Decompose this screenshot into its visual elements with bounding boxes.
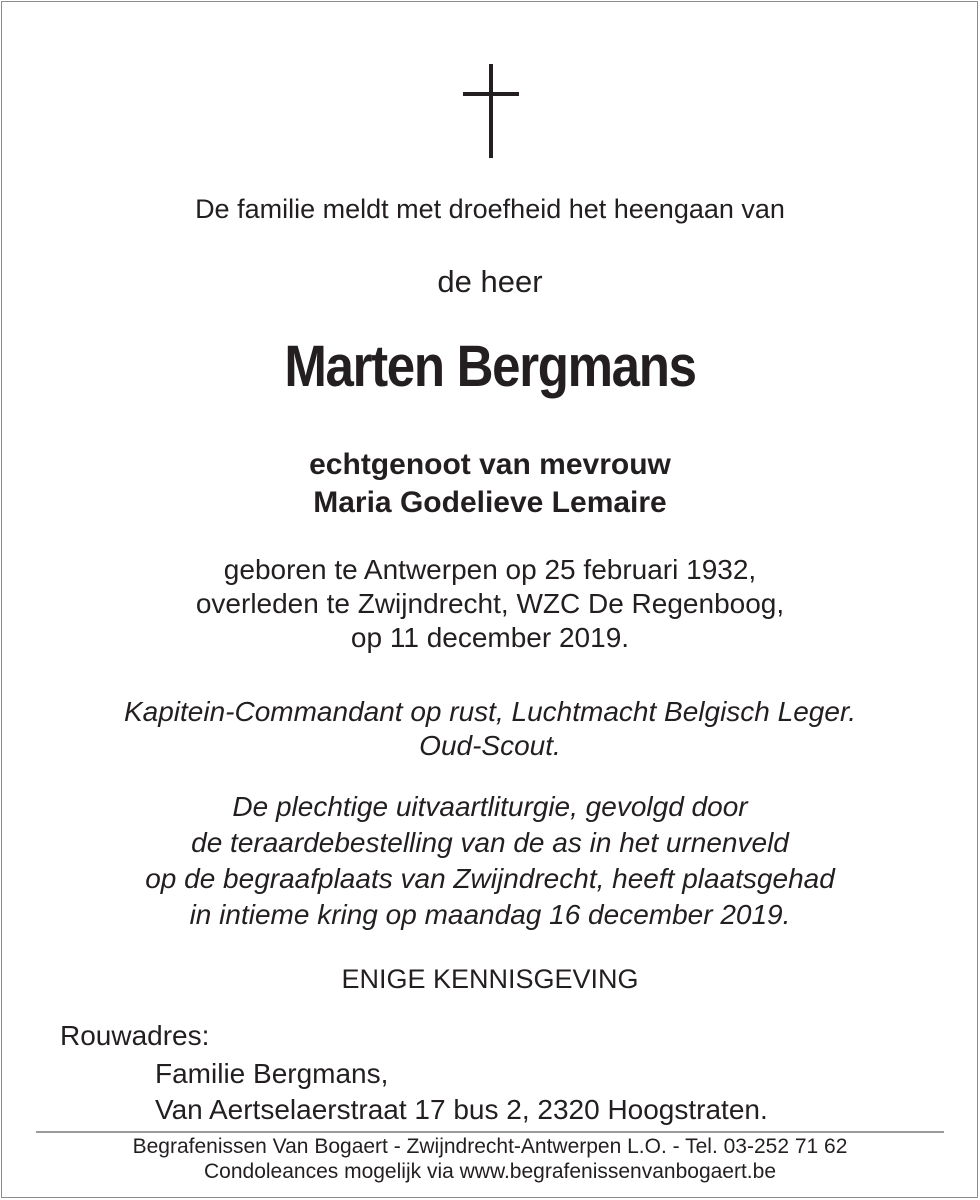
footer-funeral-home: Begrafenissen Van Bogaert - Zwijndrecht-Antwerpen L.O. - Tel. 03-252 71 62: [132, 1135, 848, 1158]
birth-line: geboren te Antwerpen op 25 februari 1932,: [223, 554, 757, 585]
role-line: Oud-Scout.: [419, 730, 561, 761]
death-date-line: op 11 december 2019.: [350, 622, 630, 653]
dates-block: [0, 553, 980, 655]
role-line: Kapitein-Commandant op rust, Luchtmacht Belgisch Leger.: [123, 696, 857, 727]
deceased-name: Marten Bergmans: [284, 334, 696, 399]
funeral-line: De plechtige uitvaartliturgie, gevolgd door: [232, 791, 748, 822]
only-notice: ENIGE KENNISGEVING: [341, 964, 639, 994]
funeral-line: de teraardebestelling van de as in het urnenveld: [191, 827, 789, 858]
address-label: Rouwadres:: [60, 1020, 210, 1051]
spouse-block: [0, 446, 980, 522]
funeral-line: in intieme kring op maandag 16 december 2019.: [189, 899, 791, 930]
funeral-line: op de begraafplaats van Zwijndrecht, heeft plaatsgehad: [145, 863, 835, 894]
roles-block: [0, 695, 980, 763]
spouse-intro: echtgenoot van mevrouw: [309, 448, 671, 481]
death-line: overleden te Zwijndrecht, WZC De Regenboog,: [195, 588, 785, 619]
honorific: de heer: [437, 264, 543, 299]
address-street: Van Aertselaerstraat 17 bus 2, 2320 Hoogstraten.: [155, 1094, 768, 1125]
cross-icon: [463, 64, 519, 158]
footer-divider: [36, 1131, 944, 1133]
footer-condolences: Condoleances mogelijk via www.begrafenissenvanbogaert.be: [203, 1160, 776, 1183]
funeral-block: [0, 789, 980, 933]
intro-text: De familie meldt met droefheid het heengaan van: [195, 194, 785, 224]
address-name: Familie Bergmans,: [155, 1058, 389, 1089]
spouse-name: Maria Godelieve Lemaire: [313, 486, 667, 519]
